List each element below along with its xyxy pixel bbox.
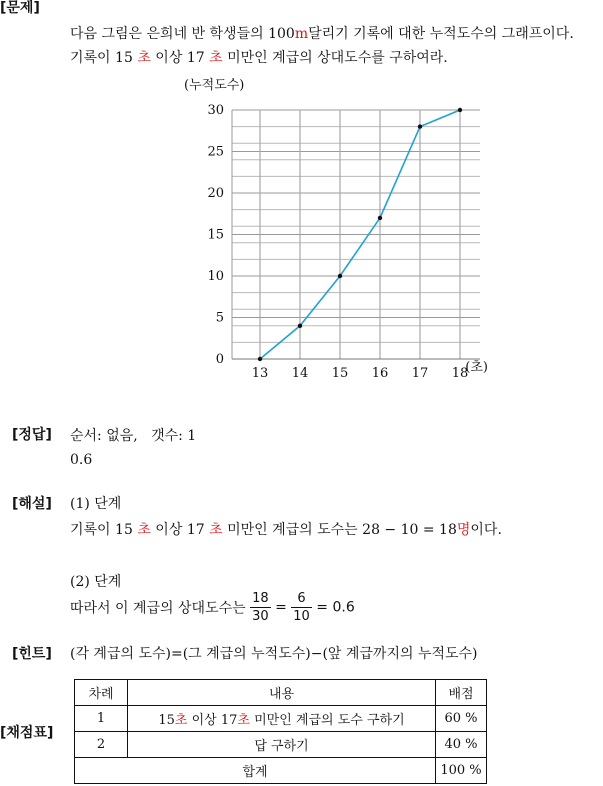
data-point [458, 108, 462, 112]
solution-text: 이다. [470, 522, 502, 538]
fraction-numerator: 18 [252, 591, 269, 606]
fraction-denominator: 10 [293, 609, 310, 624]
data-point [338, 274, 342, 278]
solution-text: 따라서 이 계급의 상대도수는 [70, 600, 246, 617]
y-tick-label: 10 [207, 269, 224, 284]
expression: 28 − 10 = 18 [362, 522, 457, 538]
table-row [75, 706, 487, 732]
table-row [75, 732, 487, 758]
equals-sign: = [275, 599, 287, 616]
answer-meta [70, 425, 196, 445]
total-score: 100 % [436, 758, 487, 784]
unit-seconds: 초 [137, 50, 151, 66]
problem-line-1 [70, 23, 574, 43]
x-axis-unit: (초) [465, 360, 488, 375]
y-tick-label: 20 [207, 186, 224, 201]
solution-text: 미만인 계급의 도수는 [227, 522, 358, 538]
number: 17 [220, 713, 238, 728]
unit-seconds: 초 [209, 50, 223, 66]
row-text: 미만인 계급의 도수 구하기 [254, 713, 405, 728]
solution-tag: [해설] [12, 496, 52, 512]
number: 15 [158, 713, 175, 728]
step-1-text [70, 519, 502, 539]
step-1-label: (1) 단계 [70, 496, 122, 512]
step-2-label: (2) 단계 [70, 574, 122, 590]
table-total-row [75, 758, 487, 784]
result: = 0.6 [316, 599, 355, 616]
table-header-row [75, 680, 487, 706]
solution-text: 이상 [155, 522, 183, 538]
y-tick-label: 25 [207, 144, 224, 160]
number: 15 [115, 50, 133, 66]
fraction-denominator: 30 [252, 609, 269, 624]
row-score: 60 % [436, 706, 487, 732]
y-tick-label: 5 [215, 310, 224, 326]
problem-text: 달리기 기록에 대한 누적도수의 그래프이다. [308, 26, 574, 42]
x-tick-label: 18 [451, 366, 469, 381]
distance-number: 100 [268, 26, 295, 42]
problem-text: 미만인 계급의 상대도수를 구하여라. [227, 50, 448, 66]
answer-count: 갯수: 1 [151, 428, 197, 444]
x-tick-label: 16 [371, 366, 389, 381]
problem-line-2 [70, 47, 448, 67]
row-text: 이상 [191, 713, 217, 728]
solution-text: 기록이 [70, 522, 111, 538]
step-2-text [70, 590, 355, 625]
row-content [128, 706, 436, 732]
rubric-tag: [채점표] [0, 725, 54, 741]
answer-order: 순서: 없음, [70, 428, 138, 444]
unit-seconds: 초 [209, 522, 223, 538]
cumulative-frequency-chart [180, 75, 500, 385]
header-score: 배점 [436, 680, 487, 706]
header-order: 차례 [75, 680, 128, 706]
distance-unit: m [294, 26, 309, 42]
unit-seconds: 초 [137, 522, 151, 538]
data-point [298, 324, 302, 328]
y-tick-label: 30 [207, 103, 224, 118]
number: 15 [115, 522, 133, 538]
row-score: 40 % [436, 732, 487, 758]
fraction-numerator: 6 [291, 590, 312, 608]
hint-text: (각 계급의 도수)=(그 계급의 누적도수)−(앞 계급까지의 누적도수) [70, 646, 478, 662]
fraction-6-10 [291, 590, 312, 625]
row-number: 1 [75, 706, 128, 732]
number: 17 [186, 522, 205, 538]
total-label: 합계 [75, 758, 436, 784]
y-tick-label: 0 [215, 352, 224, 367]
answer-tag: [정답] [12, 427, 52, 443]
unit-people: 명 [456, 522, 471, 538]
y-tick-label: 15 [207, 227, 224, 243]
number: 17 [186, 50, 205, 66]
y-axis-label: (누적도수) [184, 78, 245, 93]
x-tick-label: 15 [331, 366, 349, 381]
answer-value: 0.6 [70, 452, 93, 468]
rubric-table [74, 679, 487, 784]
x-tick-label: 13 [251, 366, 269, 381]
data-point [258, 357, 262, 361]
problem-text: 다음 그림은 은희네 반 학생들의 [70, 26, 264, 42]
problem-tag: [문제] [0, 0, 40, 16]
data-point [378, 216, 382, 220]
header-content: 내용 [128, 680, 436, 706]
unit-seconds: 초 [237, 713, 250, 728]
fraction-18-30 [250, 590, 271, 625]
hint-tag: [힌트] [12, 646, 52, 662]
unit-seconds: 초 [174, 713, 188, 728]
data-point [418, 124, 422, 128]
row-content: 답 구하기 [128, 732, 436, 758]
problem-text: 이상 [155, 50, 183, 66]
problem-text: 기록이 [70, 50, 111, 66]
x-tick-label: 14 [291, 366, 309, 381]
x-tick-label: 17 [411, 366, 429, 381]
row-number: 2 [75, 732, 128, 758]
